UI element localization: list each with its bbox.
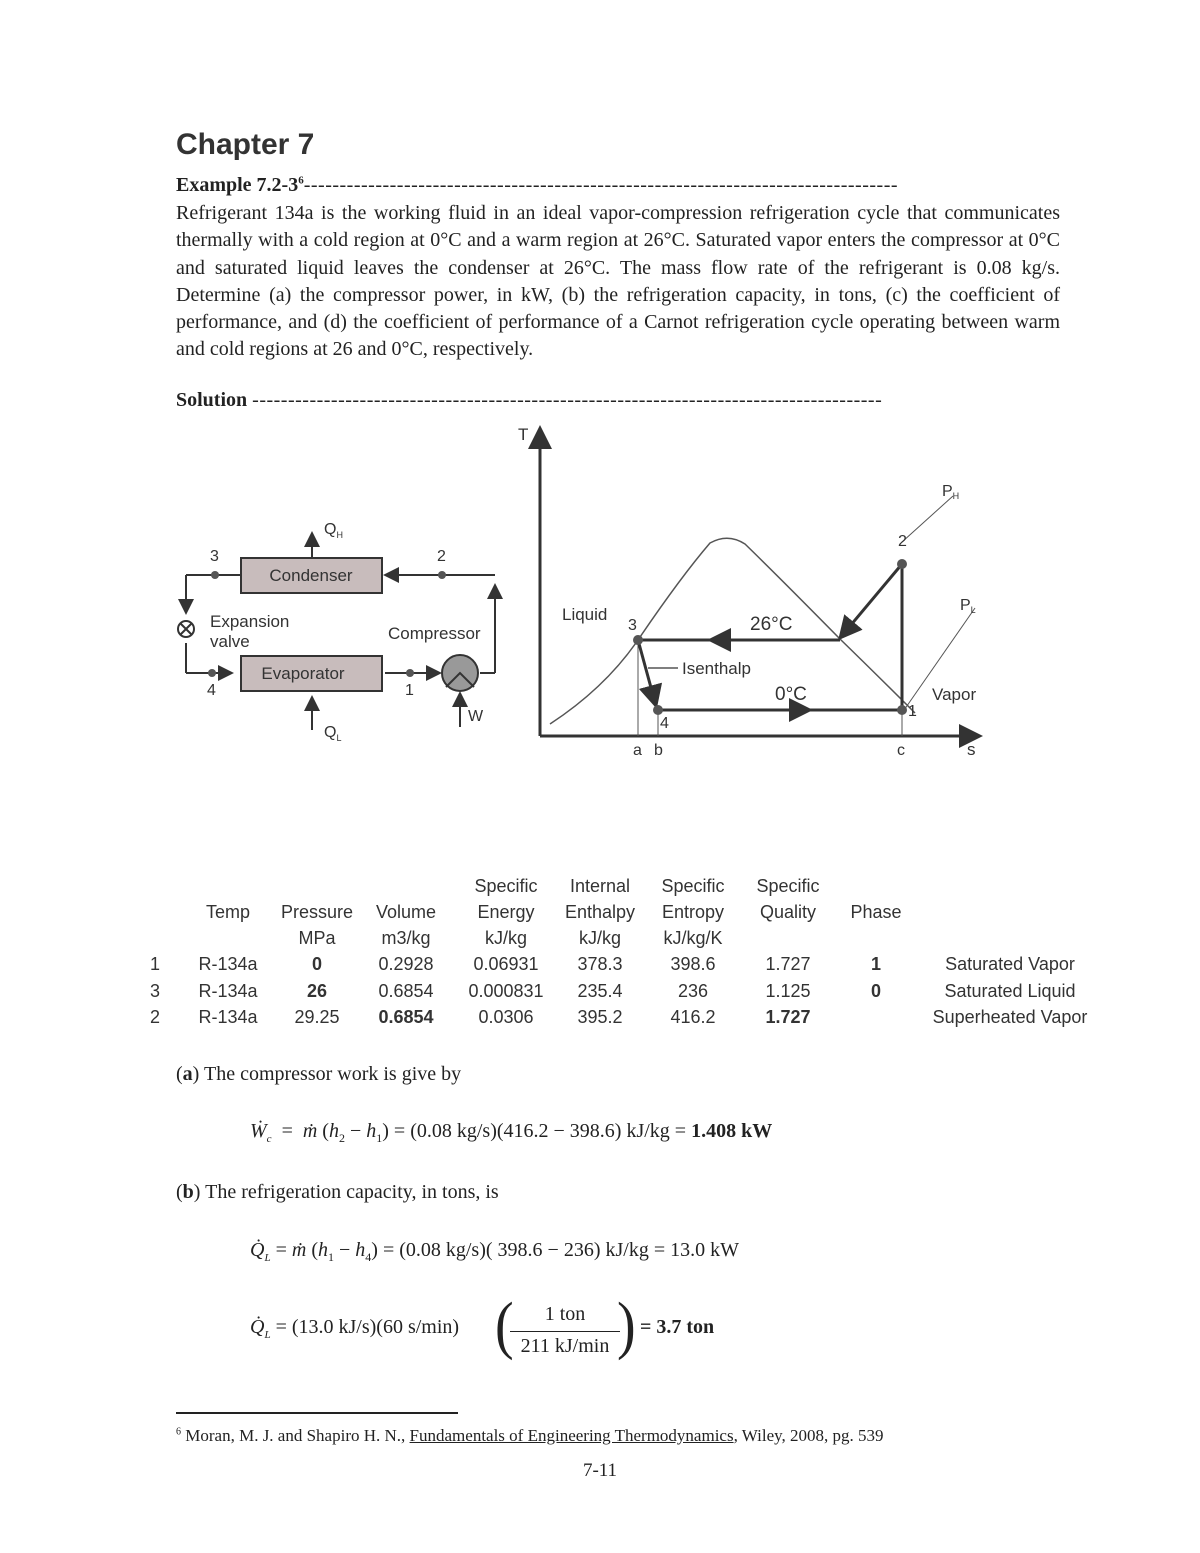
s-axis-label: s [967, 740, 976, 759]
result-tons: = 3.7 ton [640, 1316, 715, 1338]
footnote: $^6$ Moran, M. J. and Shapiro H. N., Fundamentals of Engineering Thermodynamics, Wiley, 2008, pg. 539 [176, 1426, 884, 1445]
t-low-label: 0°C [775, 684, 807, 705]
expansion-label-2: valve [210, 632, 250, 651]
table-header: Specific [474, 876, 538, 896]
table-header: Phase [850, 902, 902, 922]
ts-point-4 [653, 705, 663, 715]
example-label: Example 7.2-3 [176, 174, 299, 196]
solution-heading [176, 389, 882, 412]
evaporator-label: Evaporator [261, 664, 345, 683]
vapor-label: Vapor [932, 685, 977, 704]
table-header: kJ/kg [484, 928, 527, 948]
compressor-icon [442, 655, 478, 691]
process-2-sat [840, 564, 902, 638]
expansion-valve-icon [178, 621, 194, 637]
table-header: MPa [298, 928, 336, 948]
equation-b2: $Q̇_L = (13.0$ kJ/s)(60 s/min) [250, 1316, 460, 1341]
ts-diagram [510, 418, 1000, 763]
paren-left: ( [495, 1290, 514, 1362]
state-point-2 [438, 571, 446, 579]
t-high-label: 26°C [750, 614, 793, 635]
equation-b1: $Q̇_L$ = ṁ $(h_1 - h_4) = (0.08$ kg/s)( 398.6 − 236) kJ/kg = 13.0 kW [250, 1239, 739, 1264]
table-header: m3/kg [381, 928, 431, 948]
table-header: Temp [205, 902, 250, 922]
table-header: Quality [759, 902, 817, 922]
page-number: 7-11 [582, 1460, 618, 1481]
table-header: kJ/kg [578, 928, 621, 948]
equation-a: Ẇ$_c$ = ṁ $(h_2 - h_1) = (0.08$ kg/s)(416.2 − 398.6) kJ/kg = 1.408 kW [250, 1120, 773, 1145]
qh-label: $Q_H$ [324, 521, 343, 540]
process-3-4 [638, 640, 656, 706]
compressor-label: Compressor [388, 624, 481, 643]
ph-label: PH [942, 483, 960, 501]
liquid-label: Liquid [562, 605, 608, 624]
ts-point-2 [897, 559, 907, 569]
ts-node-1: 1 [908, 703, 917, 720]
isenthalp-label: Isenthalp [682, 659, 751, 678]
s-tick-c: c [897, 742, 905, 759]
solution-rule: ---------------------------------------------------------------------------------------- [252, 389, 883, 411]
cycle-schematic [170, 505, 510, 755]
state-point-4 [208, 669, 216, 677]
work-label: W [468, 708, 484, 725]
result-compressor-power: 1.408 kW [691, 1120, 773, 1142]
problem-statement: Refrigerant 134a is the working fluid in an ideal vapor-compression refrigeration cycle that communicates thermally with a cold region at 0°C and a warm region at 26°C. Saturated vapor enters the compressor at 0°C and saturated liquid leaves the condenser at 26°C. The mass flow rate of the refrigerant is 0.08 kg/s. Determine (a) the compressor power, in kW, (b) the refrigeration capacity, in tons, (c) the coefficient of performance, and (d) the coefficient of performance of a Carnot refrigeration cycle operating between warm and cold regions at 26 and 0°C, respectively. [176, 202, 1060, 361]
table-header: Internal [569, 876, 631, 896]
expansion-label-1: Expansion [210, 612, 290, 631]
part-b-text: (b) The refrigeration capacity, in tons, is [176, 1181, 499, 1203]
node-label-4: 4 [207, 682, 216, 699]
state-point-1 [406, 669, 414, 677]
paren-right: ) [617, 1290, 636, 1362]
condenser-label: Condenser [269, 566, 353, 585]
fraction-denominator: 211 kJ/min [520, 1335, 610, 1357]
pl-label: PL [960, 597, 976, 615]
fraction-bar [510, 1331, 620, 1332]
ts-node-3: 3 [628, 617, 637, 634]
table-header: Enthalpy [564, 902, 636, 922]
example-rule: ----------------------------------------------------------------------------------- [303, 174, 899, 196]
table-header: Entropy [661, 902, 725, 922]
table-header: Pressure [280, 902, 354, 922]
table-header: Specific [756, 876, 820, 896]
footnote-rule [176, 1412, 458, 1414]
ts-node-4: 4 [660, 715, 669, 732]
saturation-dome [550, 538, 915, 724]
fraction-numerator: 1 ton [544, 1303, 586, 1325]
s-tick-b: b [654, 742, 663, 759]
solution-label: Solution [176, 389, 248, 411]
example-footnote-ref: 6 [298, 174, 304, 187]
node-label-3: 3 [210, 548, 219, 565]
table-header: Specific [661, 876, 725, 896]
table-header: kJ/kg/K [663, 928, 723, 948]
s-tick-a: a [633, 742, 642, 759]
state-point-3 [211, 571, 219, 579]
chapter-title: Chapter 7 [176, 128, 315, 161]
node-label-1: 1 [405, 682, 414, 699]
node-label-2: 2 [437, 548, 446, 565]
example-heading [176, 174, 898, 197]
ql-label: $Q_L$ [324, 724, 342, 743]
ts-point-3 [633, 635, 643, 645]
table-header: Energy [477, 902, 535, 922]
part-a-text: (a) The compressor work is give by [176, 1063, 462, 1085]
table-header: Volume [375, 902, 437, 922]
ts-point-1 [897, 705, 907, 715]
isobar-high [902, 496, 953, 542]
ts-node-2: 2 [898, 533, 907, 550]
t-axis-label: T [518, 425, 529, 444]
